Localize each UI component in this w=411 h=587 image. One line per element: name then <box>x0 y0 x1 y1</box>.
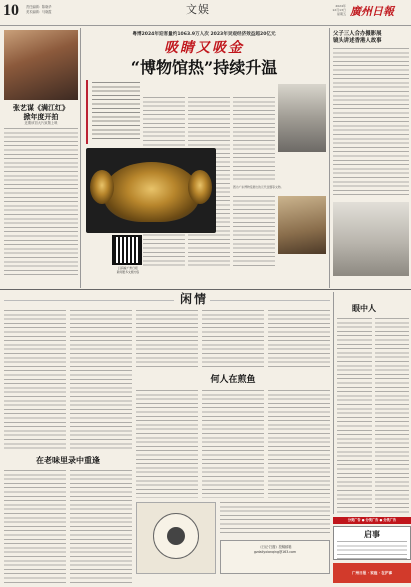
submission-box <box>220 540 330 574</box>
left-headline-2: 掀年度开拍 <box>23 112 59 121</box>
essay2-col1 <box>136 390 198 498</box>
page-meta <box>26 5 76 14</box>
date-year: 2024年 <box>335 4 346 8</box>
left-essay-headline: 在老味里录中重逢 <box>36 455 100 465</box>
section-title: 文娱 <box>186 3 210 16</box>
left-headline-1: 张艺谋《满江红》 <box>13 103 69 112</box>
main-body-col3 <box>233 97 275 183</box>
right-headline-2: 镜头讲述香港人故事 <box>333 38 382 44</box>
essay3-col1 <box>4 470 66 583</box>
section2-divider-line-right <box>210 300 330 301</box>
essay1-col4 <box>202 310 264 370</box>
section2-divider-line <box>4 300 174 301</box>
main-kicker: 吸睛又吸金 <box>164 40 244 56</box>
essay2-col2 <box>202 390 264 498</box>
quote-box <box>86 80 140 144</box>
essay1-col5 <box>268 310 330 370</box>
section-divider <box>0 289 411 290</box>
classified-bar: 分类广告 ● 分类广告 ● 分类广告 <box>333 517 411 524</box>
left-photo <box>4 30 78 100</box>
right-photo <box>333 202 409 276</box>
right-story-headline <box>333 31 409 45</box>
left-story-body <box>4 128 78 276</box>
notice-title: 启事 <box>364 529 380 539</box>
right-headline-1: 父子三人合办摄影展 <box>333 31 382 37</box>
page-header <box>0 0 411 26</box>
essay2-col3 <box>268 390 330 498</box>
qr-caption: 扫码看广州日报 新闻更多文娱内容 <box>116 266 140 274</box>
essay1-col2 <box>70 310 132 450</box>
notice-box <box>333 526 411 560</box>
essay3-col2 <box>70 470 132 583</box>
right-story-body <box>333 48 409 198</box>
date-block <box>318 4 346 16</box>
section2-title: 闲情 <box>180 292 209 306</box>
designer-line: 美术编辑：马晓霞 <box>26 9 52 14</box>
side-col2 <box>375 318 409 514</box>
submission-line1: 《日记·扫窗》投稿邮箱 <box>258 545 292 549</box>
page-number: 10 <box>3 2 19 19</box>
main-body-col4 <box>233 196 275 269</box>
date-weekday: 星期五 <box>336 12 346 16</box>
side-title: 眼中人 <box>352 303 376 313</box>
qr-block <box>110 235 150 275</box>
side-col1 <box>337 318 372 514</box>
bottom-ad-banner: 广州日报 · 家庭 · 在沪事 <box>333 563 411 583</box>
left-story-headline <box>4 103 78 126</box>
essay2-col2b <box>220 502 330 536</box>
top-banner: 粤博2024年迎客量约1063.9万人次 2023年吴观经济效益超20亿元 <box>132 32 276 37</box>
essay1-col1 <box>4 310 66 450</box>
masthead-logo: 廣州日報 <box>350 5 394 18</box>
submission-email[interactable]: gzdailyxianqing@163.com <box>253 550 297 554</box>
museum-visitors-photo <box>278 196 326 254</box>
artifact-image <box>86 148 216 233</box>
museum-photo <box>278 84 326 152</box>
editor-line: 责任编辑：陈晓华 <box>26 5 52 9</box>
illustration-box <box>136 502 216 574</box>
qr-code-icon[interactable] <box>112 235 142 265</box>
left-byline: 近期该初大片致敬上映 <box>24 121 58 125</box>
mid-headline: 何人在煎鱼 <box>210 375 256 385</box>
photo-caption: 图为广东博物馆展出的元代金器等文物。 <box>233 185 284 189</box>
essay1-col3 <box>136 310 198 370</box>
main-headline: “博物馆热”持续升温 <box>130 58 278 77</box>
date-day: 12月13日 <box>332 8 346 12</box>
